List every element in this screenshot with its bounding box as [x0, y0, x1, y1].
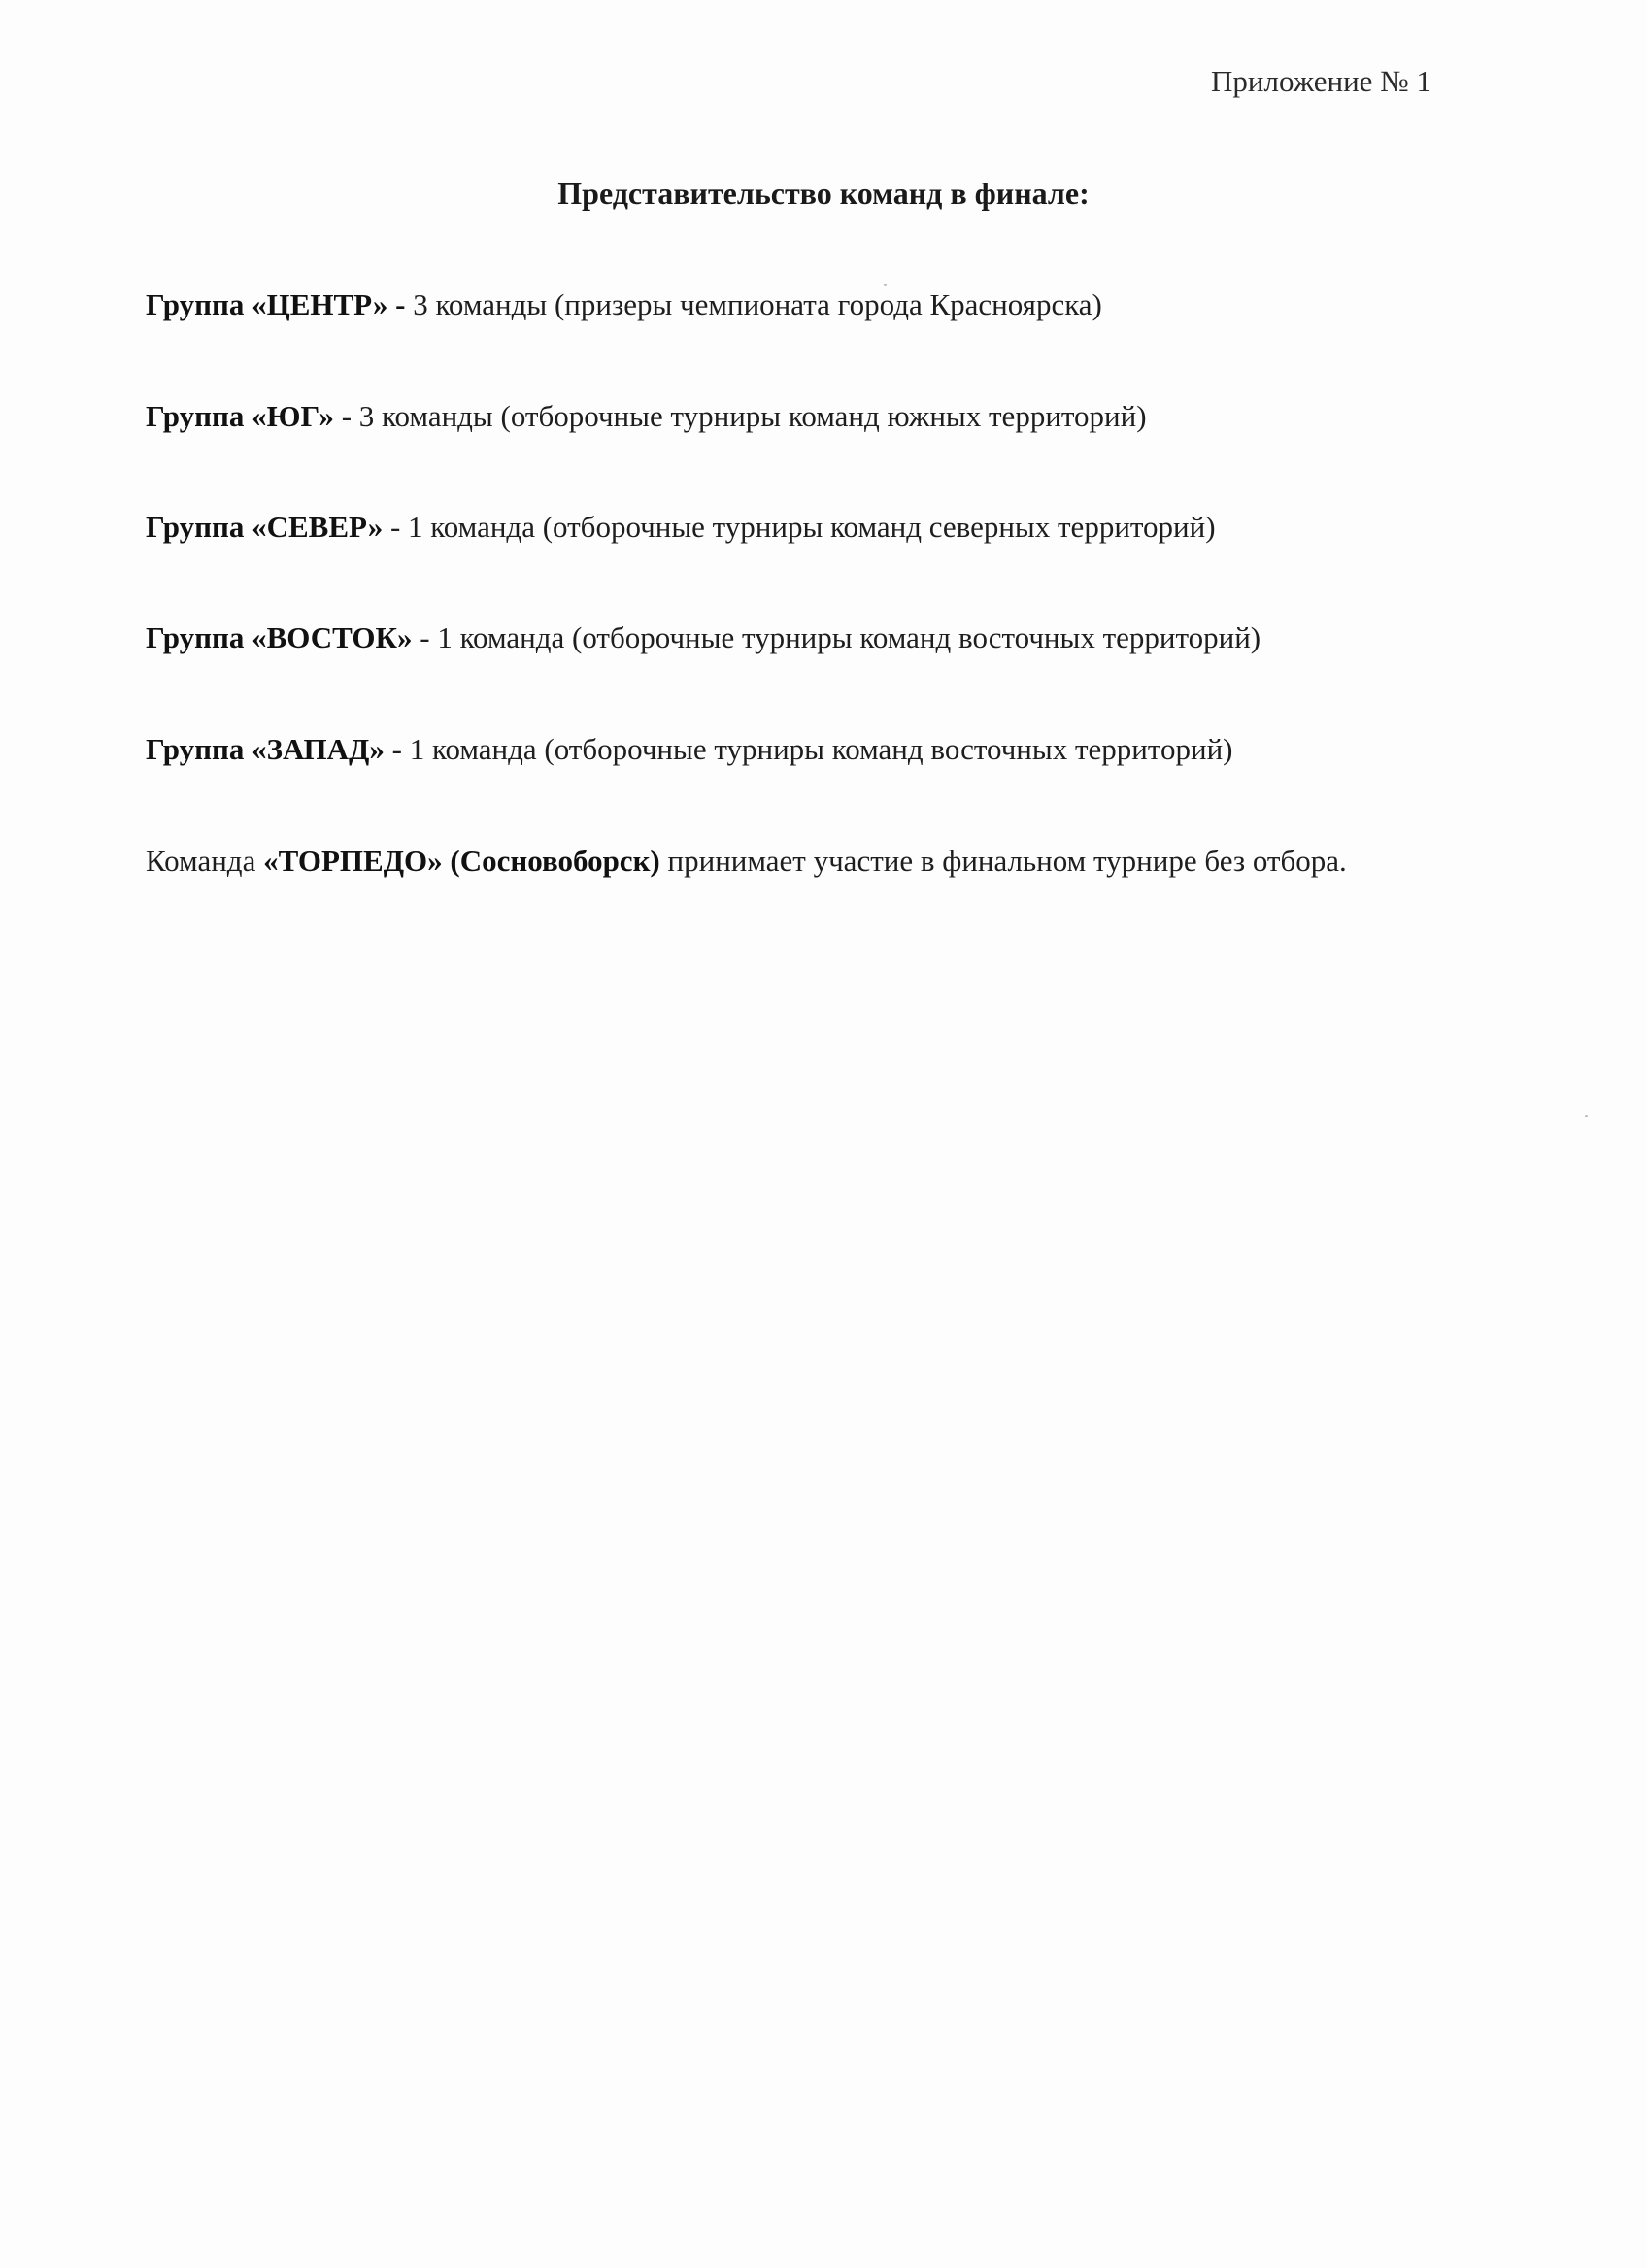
group-name: Группа «ЮГ»	[146, 399, 334, 433]
note-prefix: Команда	[146, 844, 264, 878]
group-details: - 3 команды (отборочные турниры команд южных территорий)	[333, 399, 1147, 433]
group-details: - 1 команда (отборочные турниры команд северных территорий)	[383, 510, 1216, 544]
scan-speck	[884, 284, 887, 286]
group-line-east	[146, 620, 1260, 655]
group-line-west	[146, 732, 1233, 767]
torpedo-note	[146, 844, 1347, 879]
group-details: 3 команды (призеры чемпионата города Красноярска)	[405, 287, 1102, 321]
note-team: «ТОРПЕДО» (Сосновоборск)	[263, 844, 660, 878]
document-title: Представительство команд в финале:	[557, 176, 1090, 211]
group-line-north	[146, 510, 1216, 545]
group-line-south	[146, 399, 1147, 434]
group-name: Группа «ЦЕНТР» -	[146, 287, 406, 321]
group-details: - 1 команда (отборочные турниры команд восточных территорий)	[384, 732, 1233, 766]
group-name: Группа «ЗАПАД»	[146, 732, 385, 766]
appendix-label: Приложение № 1	[1211, 64, 1431, 98]
note-suffix: принимает участие в финальном турнире без отбора.	[659, 844, 1347, 878]
group-details: - 1 команда (отборочные турниры команд восточных территорий)	[412, 620, 1261, 654]
group-name: Группа «ВОСТОК»	[146, 620, 413, 654]
group-line-center	[146, 287, 1102, 322]
scan-speck	[1585, 1115, 1588, 1117]
group-name: Группа «СЕВЕР»	[146, 510, 384, 544]
